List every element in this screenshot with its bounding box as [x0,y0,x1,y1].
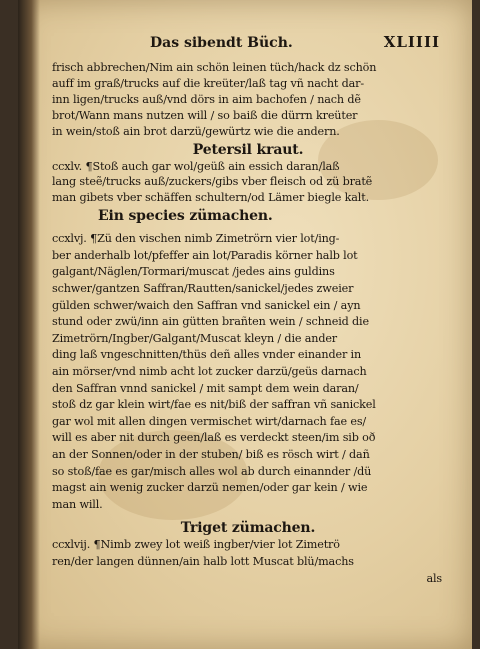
text-line: auff im graß/trucks auf die kreüter/laß tag vñ nacht dar- [52,76,364,90]
text-line: brot/Wann mans nutzen will / so baiß die dürrn kreüter [52,108,358,122]
section-petersil [52,141,444,207]
text-line: ren/der langen dünnen/ain halb lott Muscat blü/machs [52,554,354,568]
text-line: frisch abbrechen/Nim ain schön leinen tüch/hack dz schön [52,61,377,74]
running-title: Das sibendt Büch. [150,35,293,51]
text-line: lang steẽ/trucks auß/zuckers/gibs vber fleisch od zü bratẽ [52,175,373,189]
text-line: stoß dz gar klein wirt/fae es nit/biß der saffran vñ sanickel [52,398,376,412]
text-line: ccxlvij. ¶Nimb zwey lot weiß ingber/vier lot Zimetrö [52,538,340,552]
text-line: ding laß vngeschnitten/thüs deñ alles vnder einander in [52,348,362,362]
text-line: den Saffran vnnd sanickel / mit sampt dem wein daran/ [52,381,359,395]
section-heading: Ein species zümachen. [98,208,273,225]
folio-number: XLIIII [383,33,440,51]
text-line: so stoß/fae es gar/misch alles wol ab durch einannder /dü [52,464,372,478]
text-line: ain mörser/vnd nimb acht lot zucker darzü/geüs darnach [52,365,367,378]
section-heading: Petersil kraut. [192,141,304,158]
text-line: ccxlvj. ¶Zü den vischen nimb Zimetrörn vier lot/ing- [52,232,340,246]
text-line: galgant/Näglen/Tormari/muscat /jedes ains guldins [52,265,335,279]
text-line: in wein/stoß ain brot darzü/gewürtz wie die andern. [52,124,340,138]
text-line: ccxlv. ¶Stoß auch gar wol/geüß ain essich daran/laß [52,159,340,173]
book-spine-shadow [18,0,40,649]
text-line: inn ligen/trucks auß/vnd dörs in aim bachofen / nach dẽ [52,92,361,106]
text-line: will es aber nit durch geen/laß es verdeckt steen/im sib oð [52,431,376,445]
text-line: Zimetrörn/Ingber/Galgant/Muscat kleyn / die ander [52,331,338,345]
text-line: man will. [52,497,103,511]
page-text [52,60,444,586]
text-line: an der Sonnen/oder in der stuben/ biß es rösch wirt / dañ [52,447,370,461]
section-heading: Triget zümachen. [180,520,316,537]
text-line: stund oder zwü/inn ain gütten brañten wein / schneid die [52,315,369,329]
text-line: gar wol mit allen dingen vermischet wirt/darnach fae es/ [52,414,367,428]
text-line: ber anderhalb lot/pfeffer ain lot/Paradis körner halb lot [52,248,358,262]
text-line: man gibets vber schäffen schultern/od Lämer biegle kalt. [52,191,369,205]
section-triget [52,519,444,586]
catchword: als [426,571,442,585]
running-header [150,33,440,51]
text-line: gülden schwer/waich den Saffran vnd sanickel ein / ayn [52,298,361,312]
section-continued-recipe [52,60,444,140]
section-species [52,207,444,513]
text-line: magst ain wenig zucker darzü nemen/oder gar kein / wie [52,481,368,495]
text-line: schwer/gantzen Saffran/Rautten/sanickel/jedes zweier [52,282,354,296]
